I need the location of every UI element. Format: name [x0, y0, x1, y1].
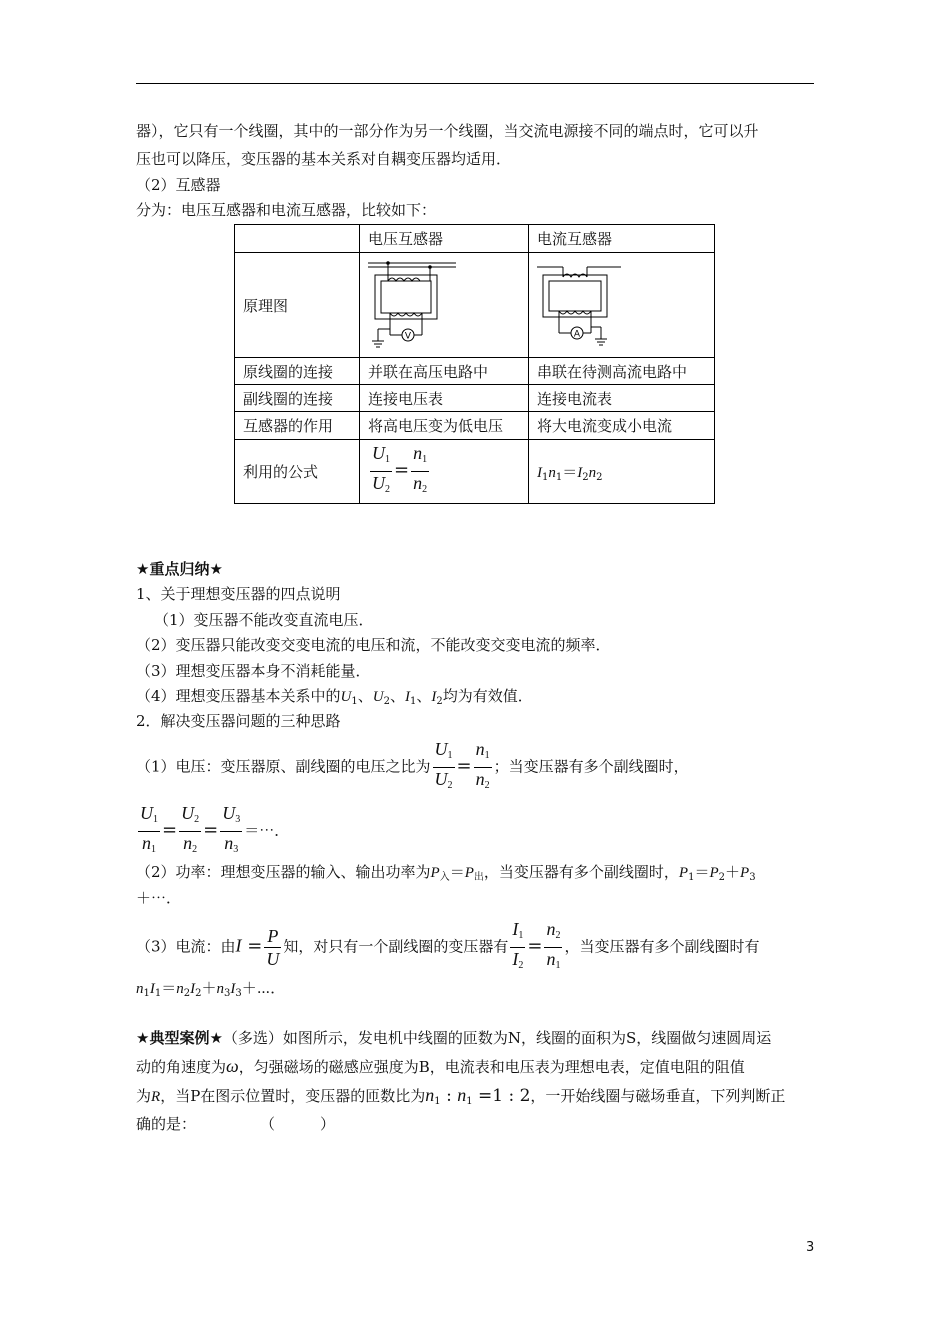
header-current-transformer: 电流互感器 — [529, 225, 715, 253]
formula-voltage: $\frac{U_1}{U_2}$ = $\frac{n_1}{n_2}$ — [360, 440, 529, 504]
summary-point-3: （3）理想变压器本身不消耗能量． — [136, 662, 371, 680]
current-transformer-diagram — [529, 253, 715, 358]
voltage-transformer-schematic — [360, 253, 528, 357]
example-line-2: 动的角速度为ω，匀强磁场的磁感应强度为B，电流表和电压表为理想电表，定值电阻的阻值 — [136, 1056, 745, 1076]
secondary-voltage: 连接电压表 — [360, 385, 529, 412]
voltmeter-label: V — [404, 331, 412, 342]
primary-voltage: 并联在高压电路中 — [360, 358, 529, 385]
comparison-table — [234, 224, 715, 504]
summary-heading: ★重点归纳★ — [136, 560, 223, 578]
row-label-diagram: 原理图 — [235, 253, 360, 358]
row-label-function: 互感器的作用 — [235, 412, 360, 440]
answer-bracket: （ ） — [260, 1115, 336, 1133]
row-label-formula: 利用的公式 — [235, 440, 360, 504]
current-multi-relation: $n_1I_1=n_2I_2+n_3I_3+\cdots$． — [136, 979, 286, 999]
table-corner — [235, 225, 360, 253]
formula-current: $I_1n_1=I_2n_2$ — [529, 440, 715, 504]
primary-current: 串联在待测高流电路中 — [529, 358, 715, 385]
row-label-primary: 原线圈的连接 — [235, 358, 360, 385]
example-line-1: ★典型案例★（多选）如图所示，发电机中线圈的匝数为N，线圈的面积为S，线圈做匀速圆周运 — [136, 1029, 772, 1047]
row-label-secondary: 副线圈的连接 — [235, 385, 360, 412]
example-line-3: 为R，当P在图示位置时，变压器的匝数比为$n_1$ : $n_1 =1$ : 2，一开始线圈与磁场垂直，下列判断正 — [136, 1085, 786, 1107]
secondary-current: 连接电流表 — [529, 385, 715, 412]
intro-line-2: 压也可以降压，变压器的基本关系对自耦变压器均适用． — [136, 150, 512, 168]
voltage-transformer-diagram — [360, 253, 529, 358]
example-line-4: 确的是： （ ） — [136, 1115, 336, 1133]
summary-point-4: （4）理想变压器基本关系中的$U_1$、$U_2$、$I_1$、$I_2$均为有效值． — [136, 687, 533, 707]
summary-point-2: （2）变压器只能改变交变电流的电压和流，不能改变交变电流的频率． — [136, 636, 611, 654]
page-number: 3 — [806, 1240, 815, 1255]
function-current: 将大电流变成小电流 — [529, 412, 715, 440]
current-transformer-schematic — [529, 253, 714, 357]
function-voltage: 将高电压变为低电压 — [360, 412, 529, 440]
approach-power: （2）功率：理想变压器的输入、输出功率为$P_入=P_出$，当变压器有多个副线圈时，$P_1=P_2+P_3$ — [136, 863, 756, 883]
section-heading-transformer: （2）互感器 — [136, 176, 221, 194]
summary-point-1: （1）变压器不能改变直流电压． — [154, 611, 374, 629]
approach-voltage: （1）电压：变压器原、副线圈的电压之比为 $\frac{U_1}{U_2}$ = $\frac{n_1}{n_2}$ ；当变压器有多个副线圈时， — [136, 739, 689, 791]
header-voltage-transformer: 电压互感器 — [360, 225, 529, 253]
summary-item-1: 1、关于理想变压器的四点说明 — [136, 585, 341, 603]
ammeter-label: A — [573, 329, 581, 340]
approach-current: （3）电流：由I = $\frac{P}{U}$ 知，对只有一个副线圈的变压器有 $\frac{I_1}{I_2}$ = $\frac{n_2}{n_1}$ ，当变压器有多个副线圈时有 — [136, 919, 760, 971]
voltage-ratio-chain: $\frac{U_1}{n_1}$ = $\frac{U_2}{n_2}$ = $\frac{U_3}{n_3}$ ＝⋯． — [140, 803, 290, 855]
summary-item-2: 2．解决变压器问题的三种思路 — [136, 712, 341, 730]
comparison-intro: 分为：电压互感器和电流互感器，比较如下： — [136, 201, 437, 219]
header-rule — [136, 83, 814, 84]
intro-line-1: 器），它只有一个线圈，其中的一部分作为另一个线圈，当交流电源接不同的端点时，它可以升 — [136, 122, 759, 140]
approach-power-cont: ＋⋯． — [136, 889, 182, 907]
